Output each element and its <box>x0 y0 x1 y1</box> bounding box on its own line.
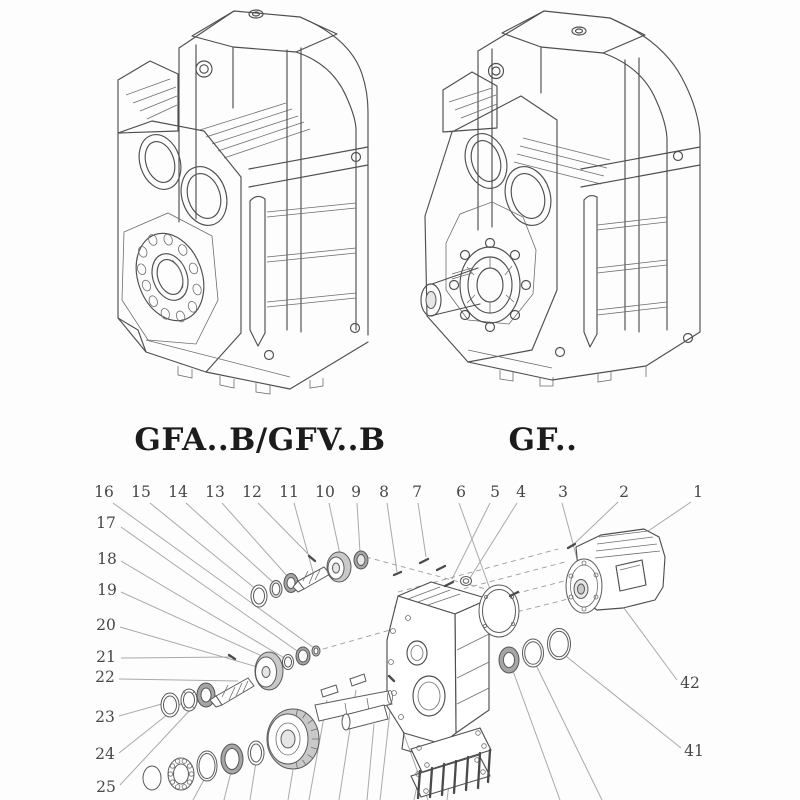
motor-drawing <box>566 529 665 613</box>
callout-18-label: 18 <box>97 550 117 568</box>
callout-1-label: 1 <box>693 483 703 501</box>
callout-23-label: 23 <box>95 708 115 726</box>
bottom-cut-leader-7 <box>367 724 374 800</box>
callout-10-leader <box>329 503 341 559</box>
callout-16-leader <box>113 503 314 648</box>
callout-7-label: 7 <box>412 483 422 501</box>
callout-11-leader <box>294 503 313 572</box>
output-flange-detail <box>446 202 536 332</box>
callout-17-label: 17 <box>96 514 116 532</box>
callout-41-leader <box>557 649 681 748</box>
callout-42-label: 42 <box>680 674 700 692</box>
callout-15-label: 15 <box>131 483 151 501</box>
output-shaft-detail <box>421 268 480 316</box>
callout-11-label: 11 <box>279 483 299 501</box>
bottom-cut-leader-3 <box>250 762 256 800</box>
callout-21-label: 21 <box>96 648 116 666</box>
callout-25-label: 25 <box>96 778 116 796</box>
output-bearing-detail <box>124 223 216 332</box>
right-gearbox-drawing <box>421 11 700 386</box>
output-gear-drawing <box>267 709 319 769</box>
callout-19-label: 19 <box>97 581 117 599</box>
callout-21-leader <box>121 657 231 658</box>
callout-9-label: 9 <box>351 483 361 501</box>
callout-20-label: 20 <box>96 616 116 634</box>
callout-7-leader <box>418 503 426 557</box>
callout-10-label: 10 <box>315 483 335 501</box>
callout-22-leader <box>119 679 238 681</box>
bottom-cut-leader-12 <box>513 671 560 800</box>
callout-12-label: 12 <box>242 483 262 501</box>
callout-8-leader <box>387 503 397 572</box>
callout-16-label: 16 <box>94 483 114 501</box>
callout-4-label: 4 <box>516 483 526 501</box>
callout-9-leader <box>357 503 360 552</box>
callout-24-label: 24 <box>95 745 115 763</box>
callout-8-label: 8 <box>379 483 389 501</box>
intermediate-shaft-assembly-drawing <box>161 646 320 717</box>
callout-4-leader <box>470 503 517 578</box>
callout-6-label: 6 <box>456 483 466 501</box>
callout-14-label: 14 <box>168 483 188 501</box>
bottom-cut-leader-4 <box>288 770 293 800</box>
bottom-cut-leader-13 <box>536 665 602 800</box>
output-shaft-assembly-drawing <box>143 674 394 790</box>
left-model-label: GFA..B/GFV..B <box>134 422 386 458</box>
exploded-parts-diagram <box>143 529 665 798</box>
roller-bearing-drawing <box>168 758 194 790</box>
callout-3-label: 3 <box>558 483 568 501</box>
right-model-label: GF.. <box>508 422 578 458</box>
callout-5-label: 5 <box>490 483 500 501</box>
left-gearbox-drawing <box>118 10 368 394</box>
bolt-axis-dash-6 <box>323 628 397 649</box>
callout-20-leader <box>120 627 261 668</box>
callout-5-leader <box>452 503 490 579</box>
callout-13-label: 13 <box>205 483 225 501</box>
callout-41-label: 41 <box>684 742 704 760</box>
callout-22-label: 22 <box>95 668 115 686</box>
callout-2-label: 2 <box>619 483 629 501</box>
callout-15-leader <box>150 503 257 590</box>
callout-12-leader <box>258 503 311 557</box>
